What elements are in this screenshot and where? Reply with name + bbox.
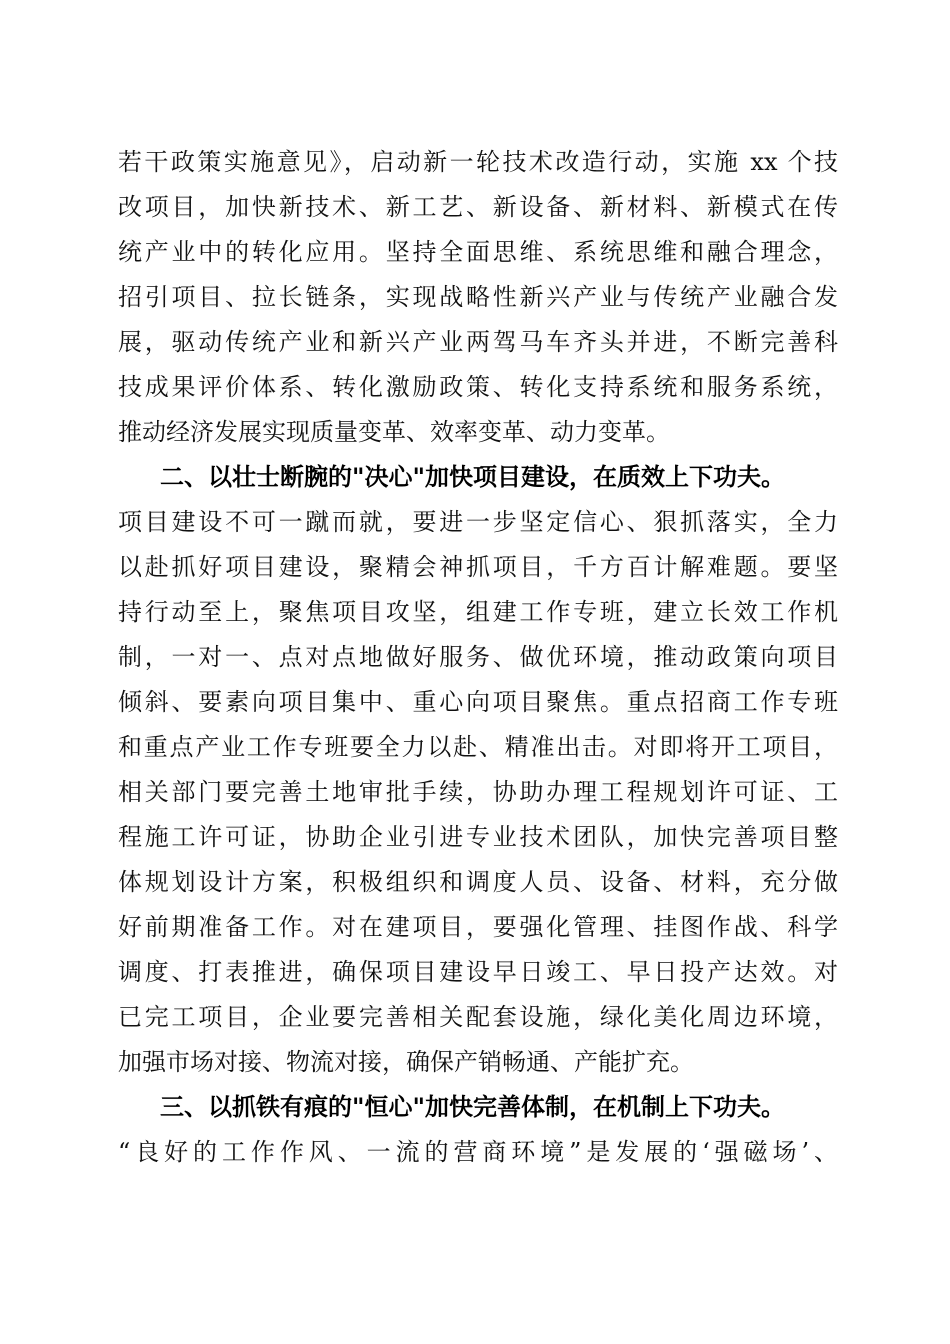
paragraph-line: 制，一对一、点对点地做好服务、做优环境，推动政策向项目 bbox=[118, 643, 838, 671]
paragraph-line: 招引项目、拉长链条，实现战略性新兴产业与传统产业融合发 bbox=[118, 283, 838, 311]
paragraph-line: 倾斜、要素向项目集中、重心向项目聚焦。重点招商工作专班 bbox=[118, 688, 838, 716]
paragraph-line: 加强市场对接、物流对接，确保产销畅通、产能扩充。 bbox=[118, 1048, 694, 1076]
paragraph-line: 好前期准备工作。对在建项目，要强化管理、挂图作战、科学 bbox=[118, 913, 838, 941]
paragraph-line: 相关部门要完善土地审批手续，协助办理工程规划许可证、工 bbox=[118, 778, 838, 806]
paragraph-line: 持行动至上，聚焦项目攻坚，组建工作专班，建立长效工作机 bbox=[118, 598, 838, 626]
paragraph-line: 若干政策实施意见》，启动新一轮技术改造行动，实施 xx 个技 bbox=[118, 148, 838, 176]
paragraph-line: 已完工项目，企业要完善相关配套设施，绿化美化周边环境， bbox=[118, 1003, 838, 1031]
paragraph-line: 统产业中的转化应用。坚持全面思维、系统思维和融合理念， bbox=[118, 238, 838, 266]
paragraph-line: 体规划设计方案，积极组织和调度人员、设备、材料，充分做 bbox=[118, 868, 838, 896]
section-3-heading: 三、以抓铁有痕的"恒心"加快完善体制，在机制上下功夫。 bbox=[160, 1093, 786, 1121]
section-2-heading: 二、以壮士断腕的"决心"加快项目建设，在质效上下功夫。 bbox=[160, 463, 786, 491]
paragraph-line: “良好的工作作风、一流的营商环境”是发展的‘强磁场’、 bbox=[118, 1138, 838, 1166]
paragraph-line: 技成果评价体系、转化激励政策、转化支持系统和服务系统， bbox=[118, 373, 838, 401]
paragraph-line: 项目建设不可一蹴而就，要进一步坚定信心、狠抓落实，全力 bbox=[118, 508, 838, 536]
paragraph-line: 展，驱动传统产业和新兴产业两驾马车齐头并进，不断完善科 bbox=[118, 328, 838, 356]
paragraph-line: 推动经济发展实现质量变革、效率变革、动力变革。 bbox=[118, 418, 670, 446]
paragraph-line: 调度、打表推进，确保项目建设早日竣工、早日投产达效。对 bbox=[118, 958, 838, 986]
paragraph-line: 改项目，加快新技术、新工艺、新设备、新材料、新模式在传 bbox=[118, 193, 838, 221]
paragraph-line: 程施工许可证，协助企业引进专业技术团队，加快完善项目整 bbox=[118, 823, 838, 851]
paragraph-line: 以赴抓好项目建设，聚精会神抓项目，千方百计解难题。要坚 bbox=[118, 553, 838, 581]
paragraph-line: 和重点产业工作专班要全力以赴、精准出击。对即将开工项目， bbox=[118, 733, 838, 761]
